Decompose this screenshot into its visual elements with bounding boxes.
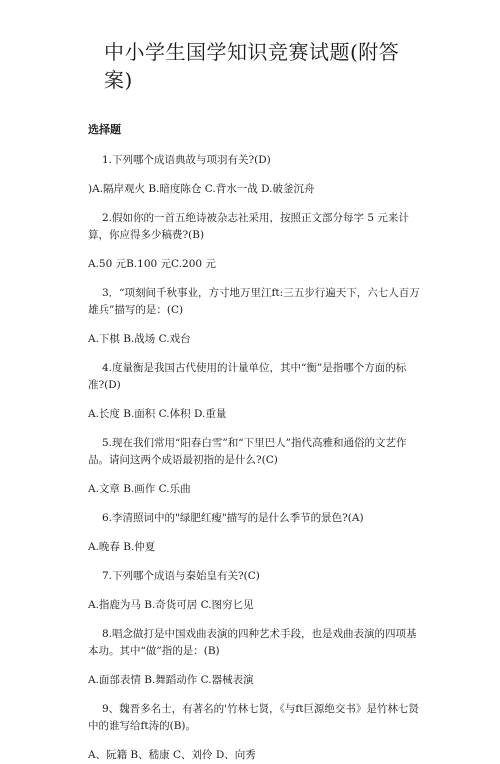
document-body bbox=[88, 152, 420, 764]
question-text: 9、魏晋多名士，有著名的'竹林七贤，《与ft巨源绝交书》是竹林七贤中的谁写给ft涛的(B)。 bbox=[88, 703, 419, 732]
question-text: 4.度量衡是我国古代使用的计量单位，其中“衡”是指哪个方面的标准?(D) bbox=[88, 362, 407, 391]
question-text: 2.假如你的一首五绝诗被杂志社采用，按照正文部分每字 5 元来计算，你应得多少稿费?(B) bbox=[88, 212, 409, 241]
question-text: 6.李清照词中的"绿肥红瘦"描写的是什么季节的景色?(A) bbox=[102, 512, 364, 524]
question-text: 5.现在我们常用“阳春白雪”和“下里巴人”指代高雅和通俗的文艺作品。请问这两个成语最初指的是什么?(C) bbox=[88, 437, 407, 466]
answer-options: A.50 元B.100 元C.200 元 bbox=[88, 258, 216, 270]
question-text: 7.下列哪个成语与秦始皇有关?(C) bbox=[102, 570, 260, 582]
answer-options: A.晚春 B.仲夏 bbox=[88, 541, 156, 553]
document-title: 中小学生国学知识竞赛试题(附答案) bbox=[104, 40, 400, 92]
answer-options: A.面部表情 B.舞蹈动作 C.器械表演 bbox=[88, 674, 254, 686]
question-text: 1.下列哪个成语典故与项羽有关?(D) bbox=[102, 154, 271, 166]
answer-options: A.下棋 B.战场 C.戏台 bbox=[88, 333, 191, 345]
answer-options: )A.隔岸观火 B.暗度陈仓 C.背水一战 D.破釜沉舟 bbox=[88, 183, 315, 195]
section-heading: 选择题 bbox=[88, 123, 121, 136]
document-page bbox=[0, 38, 500, 761]
answer-options: A.文章 B.画作 C.乐曲 bbox=[88, 483, 191, 495]
question-text: 3．“项刻间千秋事业，方寸地万里江ft:三五步行遍天下，六七人百万雄兵”描写的是：(C) bbox=[88, 287, 420, 316]
answer-options: A.长度 B.面积 C.体积 D.重量 bbox=[88, 408, 227, 420]
question-text: 8.唱念做打是中国戏曲表演的四种艺术手段，也是戏曲表演的四项基本功。其中“做”指的是：(B) bbox=[88, 628, 417, 657]
answer-options: A.指鹿为马 B.奇货可居 C.图穷匕见 bbox=[88, 599, 254, 611]
answer-options: A、阮籍 B、嵇康 C、刘伶 D、向秀 bbox=[88, 749, 256, 761]
